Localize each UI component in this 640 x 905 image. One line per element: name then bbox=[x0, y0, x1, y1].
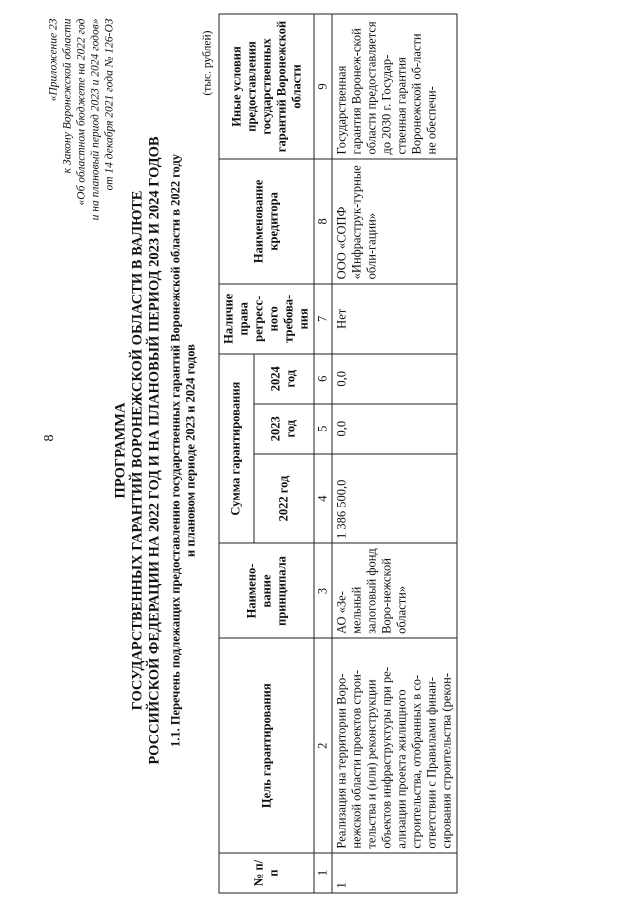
index-cell: 7 bbox=[314, 283, 332, 353]
title-line-1: ПРОГРАММА bbox=[112, 402, 128, 498]
index-cell: 8 bbox=[314, 158, 332, 283]
page-number: 8 bbox=[42, 434, 57, 442]
section-title-line-2: и плановом периоде 2023 и 2024 годов bbox=[183, 343, 197, 557]
header-regress: Наличие права регресс-ного требова-ния bbox=[219, 283, 314, 353]
appendix-line-3: «Об областном бюджете на 2022 год bbox=[75, 18, 87, 205]
title-line-3: РОССИЙСКОЙ ФЕДЕРАЦИИ НА 2022 ГОД И НА ПЛАНОВЫЙ ПЕРИОД 2023 И 2024 ГОДОВ bbox=[146, 135, 162, 765]
index-cell: 5 bbox=[314, 403, 332, 453]
header-creditor: Наименование кредитора bbox=[219, 158, 314, 283]
header-2022: 2022 год bbox=[253, 453, 313, 543]
title-line-2: ГОСУДАРСТВЕННЫХ ГАРАНТИЙ ВОРОНЕЖСКОЙ ОБЛАСТИ В ВАЛЮТЕ bbox=[129, 190, 145, 710]
index-cell: 6 bbox=[314, 353, 332, 403]
header-conditions: Иные условия предоставления государственных гарантий Воронежской области bbox=[219, 14, 314, 159]
header-principal: Наимено-вание принципала bbox=[219, 543, 314, 638]
unit-label: (тыс. рублей) bbox=[201, 30, 213, 96]
header-purpose: Цель гарантирования bbox=[219, 638, 314, 853]
header-sum-group: Сумма гарантирования bbox=[219, 353, 254, 543]
header-row-1 bbox=[219, 14, 254, 893]
appendix-line-4: и на плановый период 2023 и 2024 годов» bbox=[89, 18, 101, 220]
index-cell: 3 bbox=[314, 543, 332, 638]
index-cell: 1 bbox=[314, 853, 332, 893]
row-sum-2022: 1 386 500,0 bbox=[332, 453, 457, 543]
appendix-line-1: «Приложение 23 bbox=[47, 18, 59, 101]
index-cell: 4 bbox=[314, 453, 332, 543]
row-purpose: Реализация на территории Воро-нежской области проектов строи-тельства и (или) реконструкции объектов инфраструктуры при ре-ализации проекта жилищного строительства, отобранных в со-ответствии с Правилами финан-сирования строительства (рекон- bbox=[332, 638, 457, 853]
header-2023: 2023 год bbox=[253, 403, 313, 453]
appendix-line-2: к Закону Воронежской области bbox=[61, 18, 73, 173]
row-sum-2024: 0,0 bbox=[332, 353, 457, 403]
column-index-row bbox=[314, 14, 332, 893]
row-regress: Нет bbox=[332, 283, 457, 353]
index-cell: 2 bbox=[314, 638, 332, 853]
guarantees-table bbox=[218, 13, 457, 893]
row-principal: АО «Зе-мельный залоговый фонд Воро-нежской области» bbox=[332, 543, 457, 638]
table-row bbox=[332, 14, 457, 893]
section-title bbox=[168, 55, 198, 845]
document-title bbox=[112, 55, 163, 845]
header-2024: 2024 год bbox=[253, 353, 313, 403]
section-title-line-1: 1.1. Перечень подлежащих предоставлению государственных гарантий Воронежской области в 2022 году bbox=[168, 153, 182, 747]
header-num: № п/п bbox=[219, 853, 314, 893]
index-cell: 9 bbox=[314, 14, 332, 159]
row-creditor: ООО «СОПФ «Инфраструк-турные обли-гации» bbox=[332, 158, 457, 283]
appendix-line-5: от 14 декабря 2021 года № 126-ОЗ bbox=[103, 18, 115, 191]
row-conditions: Государственная гарантия Воронеж-ской области предоставляется до 2030 г. Государ-ственная гарантия Воронежской об-ласти не обеспечи- bbox=[332, 14, 457, 159]
row-sum-2023: 0,0 bbox=[332, 403, 457, 453]
row-num: 1 bbox=[332, 853, 457, 893]
appendix-note bbox=[46, 18, 116, 348]
